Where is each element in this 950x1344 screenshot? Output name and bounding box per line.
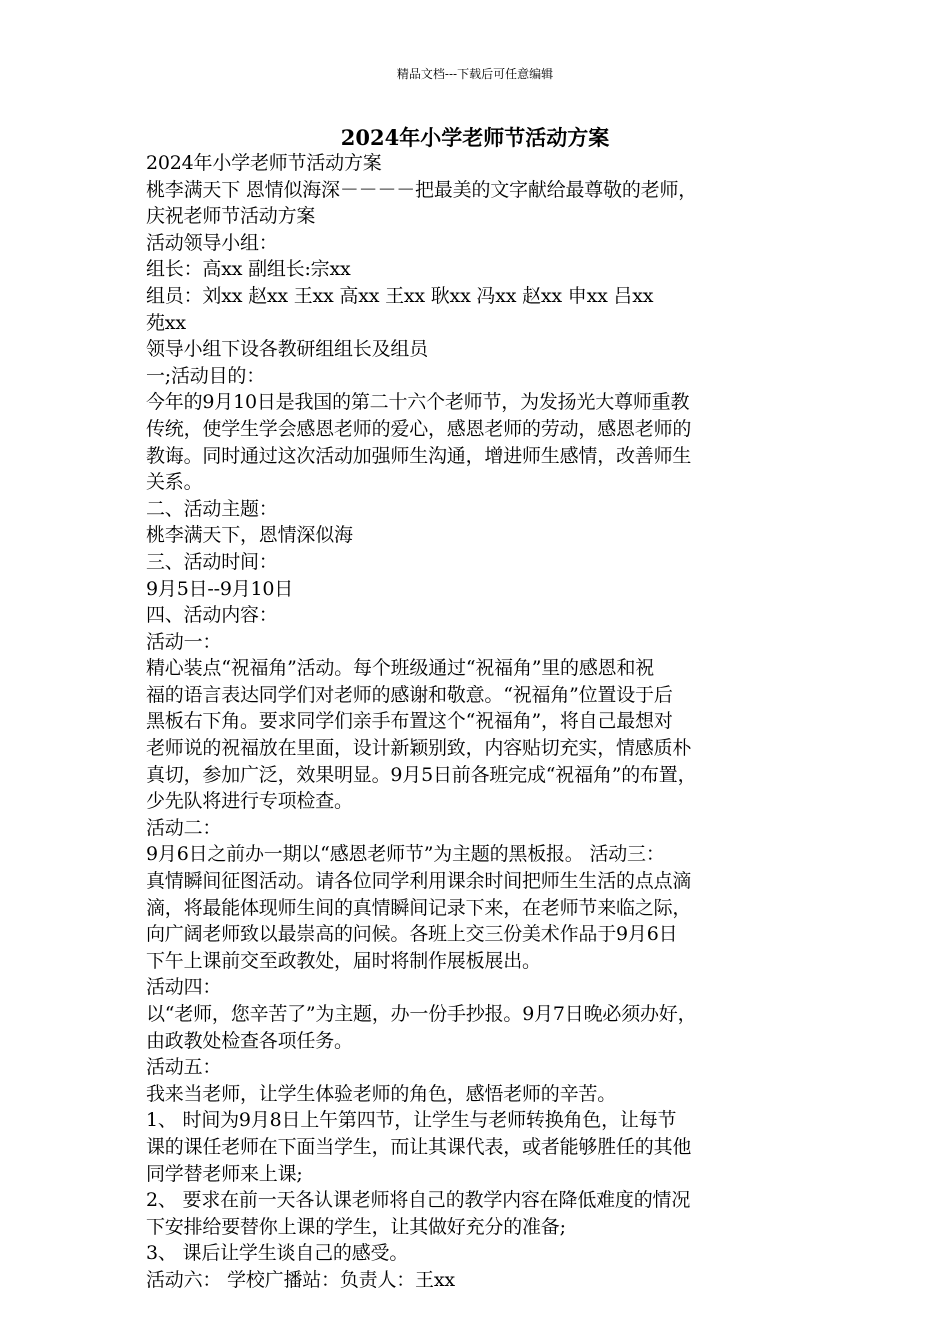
body-line: 课的课任老师在下面当学生，而让其课代表，或者能够胜任的其他 — [146, 1135, 692, 1158]
body-line: 下安排给要替你上课的学生，让其做好充分的准备; — [146, 1215, 566, 1238]
body-line: 精心装点“祝福角”活动。每个班级通过“祝福角”里的感恩和祝 — [146, 657, 655, 680]
body-line: 滴，将最能体现师生间的真情瞬间记录下来，在老师节来临之际， — [146, 896, 692, 919]
body-line: 组长：高xx 副组长:宗xx — [146, 258, 351, 281]
body-line: 同学替老师来上课; — [146, 1162, 303, 1185]
body-line: 9月5日--9月10日 — [146, 577, 294, 600]
body-line: 1、 时间为9月8日上午第四节，让学生与老师转换角色，让每节 — [146, 1109, 677, 1132]
body-line: 关系。 — [146, 471, 203, 494]
body-line: 苑xx — [146, 311, 186, 334]
body-line: 下午上课前交至政教处，届时将制作展板展出。 — [146, 949, 541, 972]
body-line: 组员：刘xx 赵xx 王xx 高xx 王xx 耿xx 冯xx 赵xx 申xx 吕xx — [146, 284, 654, 307]
body-line: 桃李满天下，恩情深似海 — [146, 524, 353, 547]
body-line: 向广阔老师致以最崇高的问候。各班上交三份美术作品于9月6日 — [146, 923, 678, 946]
page-header: 精品文档---下载后可任意编辑 — [396, 67, 554, 81]
body-line: 庆祝老师节活动方案 — [146, 205, 316, 228]
body-line: 2、 要求在前一天各认课老师将自己的教学内容在降低难度的情况 — [146, 1189, 691, 1212]
body-line: 真切，参加广泛，效果明显。9月5日前各班完成“祝福角”的布置， — [146, 763, 697, 786]
body-line: 福的语言表达同学们对老师的感谢和敬意。“祝福角”位置设于后 — [146, 683, 673, 706]
body-line: 二、活动主题： — [146, 497, 278, 520]
body-line: 由政教处检查各项任务。 — [146, 1029, 353, 1052]
body-line: 活动领导小组： — [146, 231, 278, 254]
document-body — [146, 150, 818, 1294]
body-line: 三、活动时间： — [146, 550, 278, 573]
body-line: 3、 课后让学生谈自己的感受。 — [146, 1242, 409, 1265]
body-line: 真情瞬间征图活动。请各位同学利用课余时间把师生生活的点点滴 — [146, 870, 692, 893]
body-line: 今年的9月10日是我国的第二十六个老师节，为发扬光大尊师重教 — [146, 391, 690, 414]
body-line: 9月6日之前办一期以“感恩老师节”为主题的黑板报。 活动三： — [146, 843, 665, 866]
body-line: 活动六： 学校广播站：负责人：王xx — [146, 1268, 455, 1291]
body-line: 黑板右下角。要求同学们亲手布置这个“祝福角”，将自己最想对 — [146, 710, 673, 733]
body-line: 活动五： — [146, 1056, 222, 1079]
body-line: 老师说的祝福放在里面，设计新颖别致，内容贴切充实，情感质朴 — [146, 737, 692, 760]
body-line: 活动一： — [146, 630, 222, 653]
body-line: 我来当老师，让学生体验老师的角色，感悟老师的辛苦。 — [146, 1082, 617, 1105]
body-line: 活动二： — [146, 816, 222, 839]
body-line: 传统，使学生学会感恩老师的爱心，感恩老师的劳动，感恩老师的 — [146, 417, 692, 440]
body-line: 以“老师，您辛苦了”为主题，办一份手抄报。9月7日晚必须办好， — [146, 1003, 697, 1025]
body-line: 教诲。同时通过这次活动加强师生沟通，增进师生感情，改善师生 — [146, 444, 692, 467]
document-title: 2024年小学老师节活动方案 — [340, 125, 610, 150]
body-line: 桃李满天下 恩情似海深－－－－把最美的文字献给最尊敬的老师， — [146, 178, 698, 201]
body-line: 四、活动内容： — [146, 604, 278, 627]
body-line: 一;活动目的： — [146, 364, 266, 387]
body-line: 2024年小学老师节活动方案 — [146, 152, 382, 174]
body-line: 领导小组下设各教研组组长及组员 — [146, 338, 429, 361]
body-line: 活动四： — [146, 976, 222, 999]
body-line: 少先队将进行专项检查。 — [146, 790, 353, 813]
